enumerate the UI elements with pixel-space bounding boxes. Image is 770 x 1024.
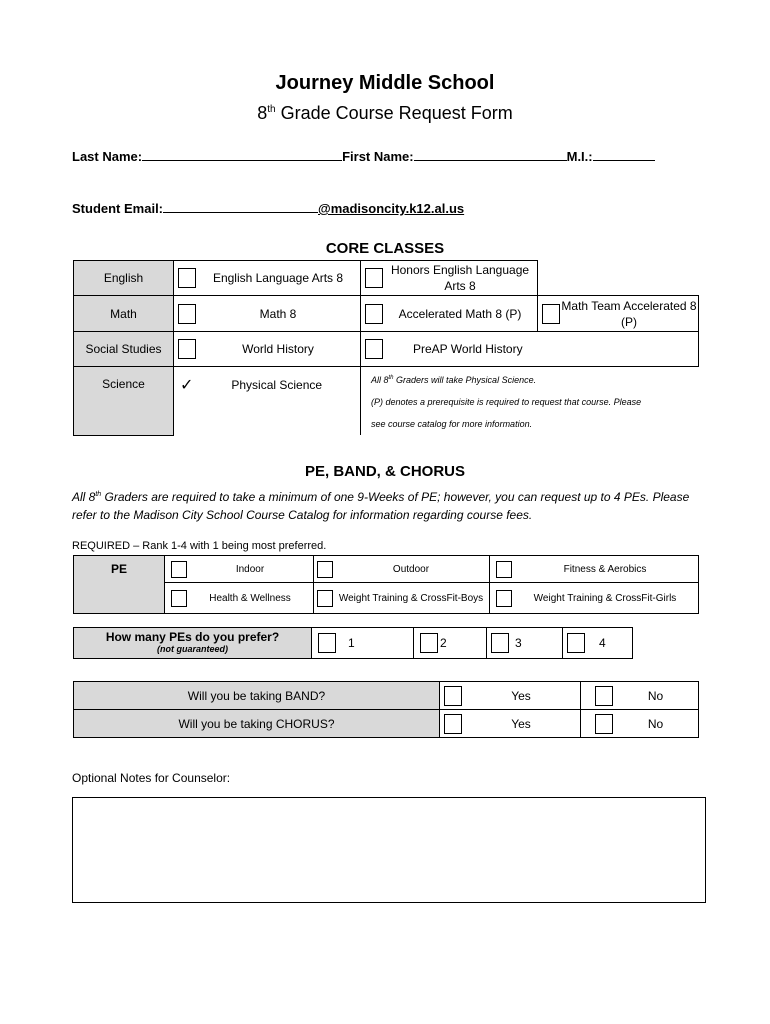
fitness-rank-box[interactable]: [496, 561, 512, 578]
mi-label: M.I.:: [566, 149, 593, 164]
pe-count-table: [73, 627, 633, 659]
subject-science: Science: [74, 367, 174, 436]
math-team-checkbox[interactable]: [542, 304, 560, 324]
band-yes: Yes: [440, 682, 581, 710]
pe-table: [73, 555, 699, 614]
pe-option-weight-girls: Weight Training & CrossFit-Girls: [490, 583, 699, 614]
pe-count-2-checkbox[interactable]: [420, 633, 438, 653]
name-row: [72, 148, 655, 164]
band-no-checkbox[interactable]: [595, 686, 613, 706]
subject-english: English: [74, 261, 174, 296]
last-name-field[interactable]: [142, 148, 342, 161]
preap-world-history-checkbox[interactable]: [365, 339, 383, 359]
core-classes-title: CORE CLASSES: [325, 240, 445, 257]
band-question: Will you be taking BAND?: [74, 682, 440, 710]
indoor-rank-box[interactable]: [171, 561, 187, 578]
pe-option-fitness: Fitness & Aerobics: [490, 556, 699, 583]
form-title: 8th Grade Course Request Form: [257, 103, 513, 123]
chorus-yes-checkbox[interactable]: [444, 714, 462, 734]
social-option-world: World History: [174, 332, 361, 367]
pe-instructions: All 8th Graders are required to take a minimum of one 9-Weeks of PE; however, you can request up to 4 PEs. Please refer to the Madison City School Course Catalog for information regarding course fees.: [72, 490, 690, 522]
weight-girls-rank-box[interactable]: [496, 590, 512, 607]
email-row: [72, 200, 464, 216]
accelerated-math-8-checkbox[interactable]: [365, 304, 383, 324]
band-chorus-table: [73, 681, 699, 738]
pe-option-outdoor: Outdoor: [314, 556, 490, 583]
subject-math: Math: [74, 296, 174, 332]
english-option-honors: Honors English Language Arts 8: [361, 261, 538, 296]
band-yes-checkbox[interactable]: [444, 686, 462, 706]
world-history-checkbox[interactable]: [178, 339, 196, 359]
science-option-physical: ✓ Physical Science: [174, 367, 361, 436]
chorus-question: Will you be taking CHORUS?: [74, 710, 440, 738]
notes-label: Optional Notes for Counselor:: [72, 771, 231, 785]
first-name-field[interactable]: [414, 148, 567, 161]
email-field[interactable]: [163, 200, 318, 213]
pe-label: PE: [74, 556, 165, 614]
pe-option-indoor: Indoor: [165, 556, 314, 583]
math-option-8: Math 8: [174, 296, 361, 332]
english-option-ela: English Language Arts 8: [174, 261, 361, 296]
chorus-no: No: [581, 710, 699, 738]
subject-social-studies: Social Studies: [74, 332, 174, 367]
math-option-team: Math Team Accelerated 8 (P): [538, 296, 699, 332]
check-icon: ✓: [180, 377, 194, 394]
pe-count-2: 2: [414, 628, 487, 659]
pe-option-health: Health & Wellness: [165, 583, 314, 614]
outdoor-rank-box[interactable]: [317, 561, 333, 578]
pe-count-4-checkbox[interactable]: [567, 633, 585, 653]
pe-count-question: How many PEs do you prefer? (not guaranteed): [74, 628, 312, 659]
pe-count-1: 1: [312, 628, 414, 659]
counselor-notes-box[interactable]: [72, 797, 706, 903]
school-title: Journey Middle School: [275, 72, 495, 94]
pe-option-weight-boys: Weight Training & CrossFit-Boys: [314, 583, 490, 614]
mi-field[interactable]: [593, 148, 655, 161]
weight-boys-rank-box[interactable]: [317, 590, 333, 607]
core-classes-table: [73, 260, 699, 436]
pe-section-title: PE, BAND, & CHORUS: [304, 463, 465, 480]
core-notes: All 8th Graders will take Physical Science. (P) denotes a prerequisite is required to request that course. Please see course catalog for more information.: [361, 367, 699, 436]
band-no: No: [581, 682, 699, 710]
math-option-accelerated: Accelerated Math 8 (P): [361, 296, 538, 332]
chorus-no-checkbox[interactable]: [595, 714, 613, 734]
social-option-preap: PreAP World History: [361, 332, 699, 367]
pe-count-3: 3: [487, 628, 563, 659]
honors-ela-8-checkbox[interactable]: [365, 268, 383, 288]
email-domain: @madisoncity.k12.al.us: [318, 201, 465, 216]
ela-8-checkbox[interactable]: [178, 268, 196, 288]
math-8-checkbox[interactable]: [178, 304, 196, 324]
pe-count-4: 4: [563, 628, 633, 659]
pe-count-3-checkbox[interactable]: [491, 633, 509, 653]
first-name-label: First Name:: [342, 149, 414, 164]
email-label: Student Email:: [72, 201, 164, 216]
pe-count-1-checkbox[interactable]: [318, 633, 336, 653]
last-name-label: Last Name:: [72, 149, 143, 164]
health-rank-box[interactable]: [171, 590, 187, 607]
chorus-yes: Yes: [440, 710, 581, 738]
pe-required-note: REQUIRED – Rank 1-4 with 1 being most preferred.: [72, 540, 327, 552]
